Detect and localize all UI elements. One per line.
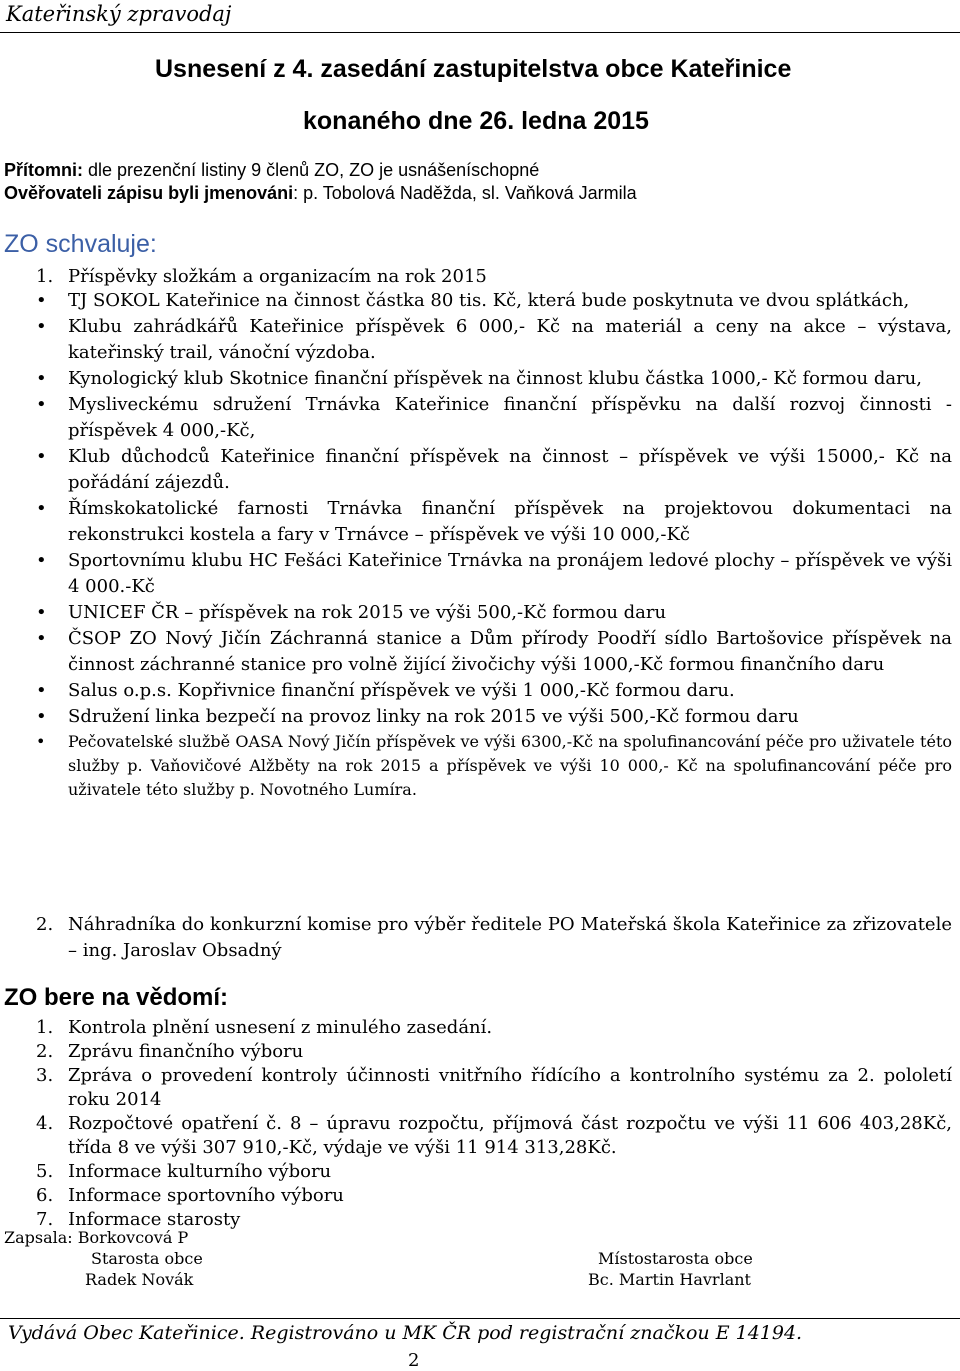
list-number: 2. (36, 1041, 54, 1062)
bullet-icon: • (36, 550, 47, 571)
list-item-text: Mysliveckému sdružení Trnávka Kateřinice finanční příspěvku na další rozvoj činnosti - příspěvek 4 000,-Kč, (68, 394, 952, 441)
list-item-text: Sportovnímu klubu HC Fešáci Kateřinice Trnávka na pronájem ledové plochy – příspěvek ve výši 4 000.-Kč (68, 550, 952, 597)
noted-heading: ZO bere na vědomí: (4, 984, 229, 1011)
bullet-icon: • (36, 680, 47, 701)
list-item (36, 288, 952, 314)
list-item-text: Kynologický klub Skotnice finanční příspěvek na činnost klubu částka 1000,- Kč formou daru, (68, 368, 922, 389)
bullet-icon: • (36, 446, 47, 467)
list-item (36, 392, 952, 444)
attendance-text: dle prezenční listiny 9 členů ZO, ZO je usnášeníschopné (83, 160, 540, 180)
attendance-line (4, 160, 539, 181)
list-item (36, 1016, 952, 1040)
list-item-text: Informace kulturního výboru (68, 1161, 332, 1182)
list-item (36, 1064, 952, 1112)
list-item-text: Zpráva o provedení kontroly účinnosti vnitřního řídícího a kontrolního systému za 2. pololetí roku 2014 (68, 1065, 952, 1110)
list-item (36, 1112, 952, 1160)
list-number: 5. (36, 1161, 54, 1182)
bullet-icon: • (36, 732, 46, 751)
list-item-text: Rozpočtové opatření č. 8 – úpravu rozpočtu, příjmová část rozpočtu ve výši 11 606 403,28Kč, třída 8 ve výši 307 910,-Kč, výdaje ve výši 11 914 313,28Kč. (68, 1113, 952, 1158)
bullet-icon: • (36, 628, 47, 649)
verifiers-text: : p. Tobolová Naděžda, sl. Vaňková Jarmila (293, 183, 637, 203)
deputy-mayor-name: Bc. Martin Havrlant (588, 1270, 751, 1289)
list-item-text: Zprávu finančního výboru (68, 1041, 304, 1062)
item2-number: 2. (36, 914, 54, 935)
list-item (36, 1040, 952, 1064)
item1-title: Příspěvky složkám a organizacím na rok 2015 (68, 266, 487, 287)
mayor-title: Starosta obce (91, 1249, 203, 1268)
bullet-icon: • (36, 394, 47, 415)
list-item (36, 366, 952, 392)
bullet-icon: • (36, 602, 47, 623)
bullet-icon: • (36, 290, 47, 311)
list-item (36, 314, 952, 366)
attendance-label: Přítomni: (4, 160, 83, 180)
bullet-icon: • (36, 368, 47, 389)
mayor-name: Radek Novák (85, 1270, 194, 1289)
document-title: Usnesení z 4. zasedání zastupitelstva obce Kateřinice (155, 55, 792, 83)
list-item-text: Klub důchodců Kateřinice finanční příspěvek na činnost – příspěvek ve výši 15000,- Kč na pořádání zájezdů. (68, 446, 952, 493)
deputy-mayor-title: Místostarosta obce (598, 1249, 753, 1268)
list-item (36, 548, 952, 600)
bullet-icon: • (36, 706, 47, 727)
list-item-text: Salus o.p.s. Kopřivnice finanční příspěvek ve výši 1 000,-Kč formou daru. (68, 680, 735, 701)
newsletter-header: Kateřinský zpravodaj (6, 2, 232, 26)
noted-list (36, 1016, 952, 1232)
bullet-icon: • (36, 316, 47, 337)
item2 (36, 912, 952, 964)
list-item-text: Kontrola plnění usnesení z minulého zasedání. (68, 1017, 493, 1038)
list-item-text: ČSOP ZO Nový Jičín Záchranná stanice a Dům přírody Poodří sídlo Bartošovice příspěvek na činnost záchranné stanice pro volně žijící živočichy výši 1000,-Kč formou finančního daru (68, 628, 952, 675)
page-number: 2 (408, 1350, 420, 1371)
list-item (36, 704, 952, 730)
list-item (36, 444, 952, 496)
list-item (36, 1184, 952, 1208)
verifiers-line (4, 183, 637, 204)
list-item (36, 496, 952, 548)
item1-heading (36, 264, 487, 290)
publisher-note: Vydává Obec Kateřinice. Registrováno u MK ČR pod registrační značkou E 14194. (8, 1322, 803, 1344)
contributions-list (36, 288, 952, 802)
list-item-text: UNICEF ČR – příspěvek na rok 2015 ve výši 500,-Kč formou daru (68, 602, 667, 623)
list-item (36, 626, 952, 678)
list-item-text: Pečovatelské službě OASA Nový Jičín příspěvek ve výši 6300,-Kč na spolufinancování péče pro uživatele této služby p. Vaňovičové Alžběty na rok 2015 a příspěvek ve výši 10 000,- Kč na spolufinancování péče pro uživatele této služby p. Novotného Lumíra. (68, 732, 952, 799)
recorded-by: Zapsala: Borkovcová P (4, 1228, 189, 1247)
list-item-text: Informace sportovního výboru (68, 1185, 344, 1206)
header-rule (0, 32, 960, 33)
list-number: 7. (36, 1209, 54, 1230)
list-item (36, 730, 952, 802)
list-item (36, 600, 952, 626)
list-item-text: TJ SOKOL Kateřinice na činnost částka 80 tis. Kč, která bude poskytnuta ve dvou splátkách, (68, 290, 910, 311)
bullet-icon: • (36, 498, 47, 519)
verifiers-label: Ověřovateli zápisu byli jmenováni (4, 183, 294, 203)
list-item (36, 678, 952, 704)
list-item-text: Klubu zahrádkářů Kateřinice příspěvek 6 000,- Kč na materiál a ceny na akce – výstava, kateřinský trail, vánoční výzdoba. (68, 316, 952, 363)
list-number: 3. (36, 1065, 54, 1086)
footer-rule (0, 1318, 960, 1319)
list-number: 4. (36, 1113, 54, 1134)
item2-text: Náhradníka do konkurzní komise pro výběr ředitele PO Mateřská škola Kateřinice za zřizovatele – ing. Jaroslav Obsadný (68, 914, 952, 961)
meeting-date: konaného dne 26. ledna 2015 (303, 107, 649, 135)
list-item-text: Římskokatolické farnosti Trnávka finanční příspěvek na projektovou dokumentaci na rekonstrukci kostela a fary v Trnávce – příspěvek ve výši 10 000,-Kč (68, 498, 952, 545)
approves-heading: ZO schvaluje: (4, 230, 157, 258)
list-item-text: Informace starosty (68, 1209, 241, 1230)
list-number: 1. (36, 1017, 54, 1038)
list-number: 6. (36, 1185, 54, 1206)
list-item-text: Sdružení linka bezpečí na provoz linky na rok 2015 ve výši 500,-Kč formou daru (68, 706, 799, 727)
list-item (36, 1160, 952, 1184)
item1-number: 1. (36, 266, 54, 287)
